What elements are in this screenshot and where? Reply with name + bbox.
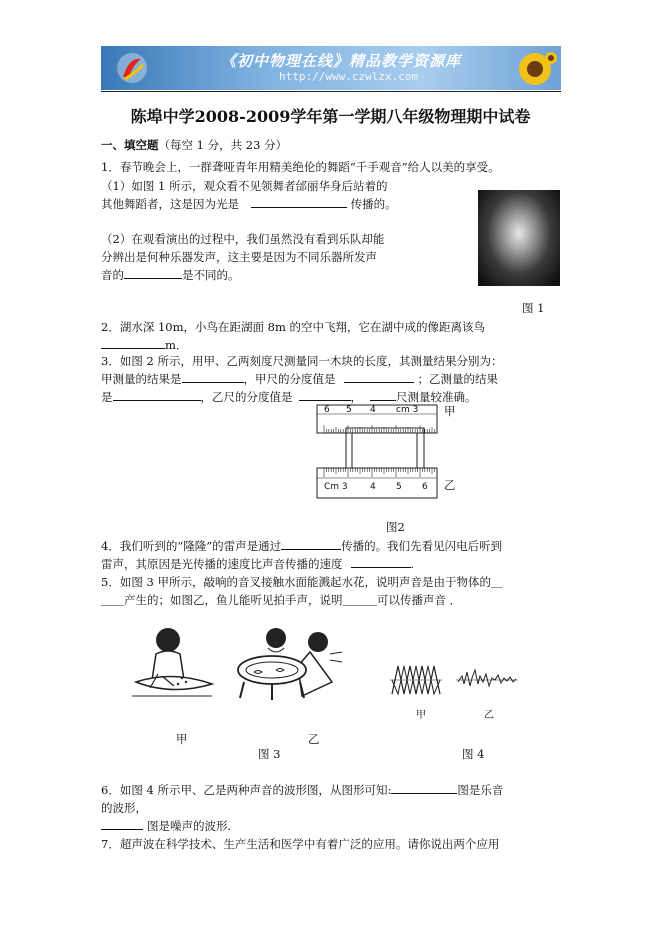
q1-part1-line2 — [101, 195, 397, 213]
ruler-jia-tick-4: cm 3 — [396, 405, 419, 415]
q1-part2-text-b: 是不同的。 — [182, 268, 240, 282]
q6-text-c: 图是噪声的波形. — [147, 819, 232, 833]
q4-blank-1[interactable] — [281, 537, 341, 550]
banner-title: 《初中物理在线》精品教学资源库 — [221, 52, 462, 70]
fig2-caption: 图2 — [386, 520, 405, 534]
ruler-jia-label: 甲 — [444, 404, 456, 418]
q1-part2-line1: （2）在观看演出的过程中，我们虽然没有看到乐队却能 — [101, 232, 385, 246]
fig4-jia-label: 甲 — [416, 710, 426, 721]
q6-line3 — [101, 817, 231, 835]
section-heading-label: 一、填空题 — [101, 138, 159, 152]
q4-text-c: 雷声，其原因是光传播的速度比声音传播的速度 — [101, 557, 343, 571]
q4-blank-2[interactable] — [351, 555, 411, 568]
q4-line2 — [101, 555, 414, 573]
q3-line1: 3．如图 2 所示，用甲、乙两刻度尺测量同一木块的长度，其测量结果分别为： — [101, 354, 503, 368]
q1-blank-2[interactable] — [124, 266, 182, 279]
tuning-fork-water-illustration — [128, 622, 216, 702]
thousand-hand-guanyin-photo — [478, 190, 560, 286]
q2-line1: 2．湖水深 10m，小鸟在距湖面 8m 的空中飞翔，它在湖中成的像距离该鸟 — [101, 320, 486, 334]
q2-unit: m． — [165, 338, 188, 352]
q4-text-b: 传播的。我们先看见闪电后听到 — [341, 539, 503, 553]
q4-text-a: 4．我们听到的“隆隆”的雷声是通过 — [101, 539, 282, 553]
q3-text-g: 尺测量较准确。 — [396, 390, 477, 404]
sunflower-icon — [513, 50, 557, 88]
q3-blank-5[interactable] — [370, 388, 396, 401]
header-banner — [101, 46, 561, 90]
q5-line2: ＿＿产生的；如图乙，鱼儿能听见拍手声，说明＿＿＿可以传播声音 ． — [101, 593, 462, 607]
q1-part1-line1: （1）如图 1 所示，观众看不见领舞者邰丽华身后站着的 — [101, 179, 388, 193]
logo-icon — [115, 51, 149, 85]
ruler-yi-tick-1: Cm 3 — [324, 482, 348, 492]
q3-line2 — [101, 370, 498, 388]
ruler-yi-tick-4: 6 — [422, 482, 428, 492]
waveform-figure — [386, 658, 546, 702]
fig3-yi-label: 乙 — [308, 732, 320, 746]
q3-text-f: ， — [350, 390, 362, 404]
q1-part2-line2: 分辨出是何种乐器发声，这主要是因为不同乐器所发声 — [101, 250, 377, 264]
q3-blank-2[interactable] — [344, 370, 414, 383]
page-title: 陈埠中学2008-2009学年第一学期八年级物理期中试卷 — [130, 107, 531, 126]
figure-2-rulers — [316, 404, 476, 516]
q7-line1: 7．超声波在科学技术、生产生活和医学中有着广泛的应用。请你说出两个应用 — [101, 837, 500, 851]
ruler-jia-tick-2: 5 — [346, 405, 352, 415]
fig3-caption: 图 3 — [258, 747, 281, 761]
banner-rule — [101, 91, 561, 92]
ruler-jia-tick-3: 4 — [370, 405, 376, 415]
section-heading-note: （每空 1 分，共 23 分） — [158, 138, 288, 152]
q1-part1-text-b: 传播的。 — [350, 197, 397, 211]
q3-blank-4[interactable] — [299, 388, 351, 401]
q3-text-a: 甲测量的结果是 — [101, 372, 182, 386]
q6-blank-1[interactable] — [391, 781, 457, 794]
q3-blank-1[interactable] — [182, 370, 244, 383]
banner-url: http://www.czwlzx.com — [279, 70, 419, 83]
q3-blank-3[interactable] — [113, 388, 201, 401]
ruler-ticks — [316, 404, 476, 516]
q6-blank-2[interactable] — [101, 817, 143, 830]
fig4-caption: 图 4 — [462, 747, 485, 761]
fig4-yi-label: 乙 — [484, 710, 494, 721]
fig1-caption: 图 1 — [522, 301, 545, 315]
q3-text-c: ；乙测量的结果 — [417, 372, 498, 386]
fig3-jia-label: 甲 — [176, 732, 188, 746]
q1-part2-text-a: 音的 — [101, 268, 124, 282]
q6-text-a: 6．如图 4 所示甲、乙是两种声音的波形图，从图形可知: — [101, 783, 392, 797]
q4-line1 — [101, 537, 502, 555]
q3-text-d: 是 — [101, 390, 113, 404]
q4-text-d: . — [410, 557, 415, 571]
q1-part1-text-a: 其他舞蹈者，这是因为光是 — [101, 197, 239, 211]
q6-text-b: 图是乐音 — [457, 783, 504, 797]
q3-text-b: ，甲尺的分度值是 — [243, 372, 336, 386]
q6-line2: 的波形， — [101, 801, 147, 815]
section-heading — [101, 136, 287, 154]
q1-stem: 1．春节晚会上，一群聋哑青年用精美绝伦的舞蹈“千手观音”给人以美的享受。 — [101, 160, 500, 174]
q2-blank[interactable] — [101, 336, 165, 349]
ruler-jia-tick-1: 6 — [324, 405, 330, 415]
q6-line1 — [101, 781, 503, 799]
q1-part2-line3 — [101, 266, 240, 284]
q3-text-e: ，乙尺的分度值是 — [200, 390, 293, 404]
ruler-yi-tick-2: 4 — [370, 482, 376, 492]
q1-blank-1[interactable] — [251, 195, 347, 208]
ruler-yi-tick-3: 5 — [396, 482, 402, 492]
ruler-yi-label: 乙 — [444, 478, 456, 492]
q5-line1: 5．如图 3 甲所示，敲响的音叉接触水面能溅起水花，说明声音是由于物体的＿ — [101, 575, 503, 589]
waveform-yi — [458, 670, 516, 686]
fish-bowl-clapping-illustration — [232, 626, 362, 704]
